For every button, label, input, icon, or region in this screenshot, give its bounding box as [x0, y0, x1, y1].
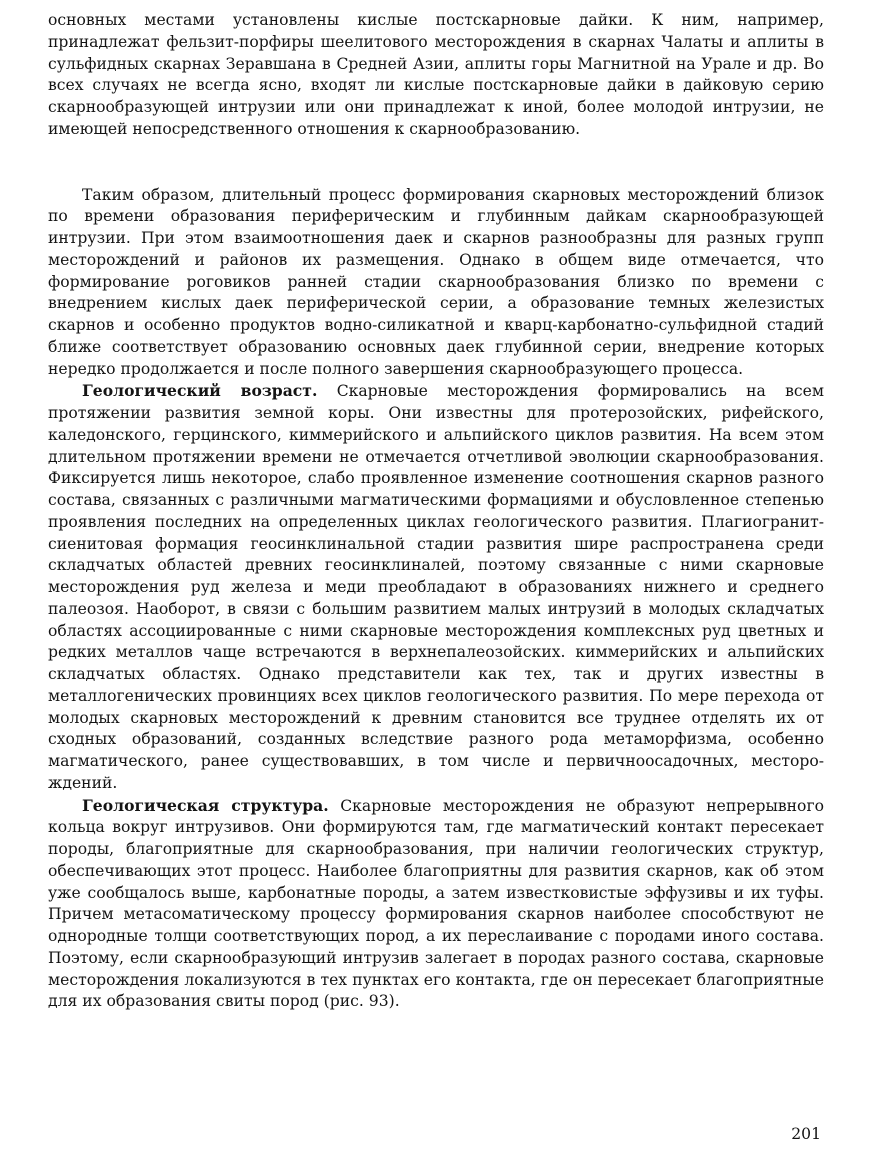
section-geological-structure — [48, 795, 824, 1014]
paragraph-gap — [48, 141, 824, 185]
section-heading-structure: Геологическая структура. — [82, 795, 329, 815]
document-page — [48, 10, 824, 1013]
paragraph-dikes-continuation: основных местами установлены кислые постскарновые дайки. К ним, например, принадлежат фельзит-порфиры шеелитового месторождения в скарнах Чалаты и аплиты в сульфидных скарнах Зеравшана в Средней Азии, аплиты горы Магнитной на Урале и др. Во всех случаях не всегда ясно, входят ли кислые постскарновые дайки в дайковую серию скарнообразующей интрузии или они принадлежат к иной, более молодой интрузии, не имеющей непосредственного отношения к скарнообразованию. — [48, 11, 824, 138]
section-text-structure: Скарновые месторождения не образуют непрерывного кольца вокруг интрузивов. Они формируются там, где магматический контакт пересекает породы, благоприятные для скарнообразования, при наличии геологических структур, обеспечивающих этот процесс. Наиболее благоприятны для развития скарнов, как об этом уже сообщалось выше, карбонатные породы, а затем известковистые эффузивы и их туфы. Причем метасоматическому процессу формирования скарнов наиболее способствуют не однородные толщи соответствующих пород, а их переслаивание с породами иного состава. Поэтому, если скарнообразующий интрузив залегает в породах разного состава, скарновые месторождения локализуются в тех пунктах его контакта, где он пересекает благоприятные для их образования свиты пород (рис. 93). — [48, 796, 825, 1011]
section-geological-age — [48, 380, 824, 794]
section-text-age: Скарновые месторождения формировались на всем протяжении развития земной коры. Они известны для протерозойских, рифейского, каледонского, герцинского, киммерийского и альпийского циклов развития. На всем этом длительном протяжении времени не отмечается отчетливой эволюции скарнообразования. Фиксируется лишь некоторое, слабо проявленное изменение соотношения скарнов разного состава, связанных с различными магматическими формациями и обусловленное степенью проявления последних на определенных циклах геологического развития. Плагиогранит-сиенитовая формация геосинклинальной стадии развития шире распространена среди складчатых областей древних геосинклиналей, поэтому связанные с ними скарновые месторождения руд железа и меди преобладают в образованиях нижнего и среднего палеозоя. Наоборот, в связи с большим развитием малых интрузий в молодых складчатых областях ассоциированные с ними скарновые месторождения комплексных руд цветных и редких металлов чаще встречаются в верхнепалеозойских. киммерийских и альпийских складчатых областях. Однако представители как тех, так и других известны в металлогенических провинциях всех циклов геологического развития. По мере перехода от молодых скарновых месторождений к древним становится все труднее отделять их от сходных образований, созданных вследствие разного рода метаморфизма, особенно магматического, ранее существовавших, в том числе и первичноосадочных, месторождений. — [48, 382, 824, 792]
paragraph-summary: Таким образом, длительный процесс формирования скарновых месторождений близок по времени образования периферическим и глубинным дайкам скарнообразующей интрузии. При этом взаимоотношения даек и скарнов разнообразны для разных групп месторождений и районов их размещения. Однако в общем виде отмечается, что формирование роговиков ранней стадии скарнообразования близко по времени с внедрением кислых даек периферической серии, а образование темных железистых скарнов и особенно продуктов водно-силикатной и кварц-карбонатно-сульфидной стадий ближе соответствует образованию основных даек глубинной серии, внедрение которых нередко продолжается и после полного завершения скарнообразующего процесса. — [48, 185, 824, 378]
page-number: 201 — [791, 1125, 821, 1143]
section-heading-age: Геологический возраст. — [82, 381, 318, 401]
